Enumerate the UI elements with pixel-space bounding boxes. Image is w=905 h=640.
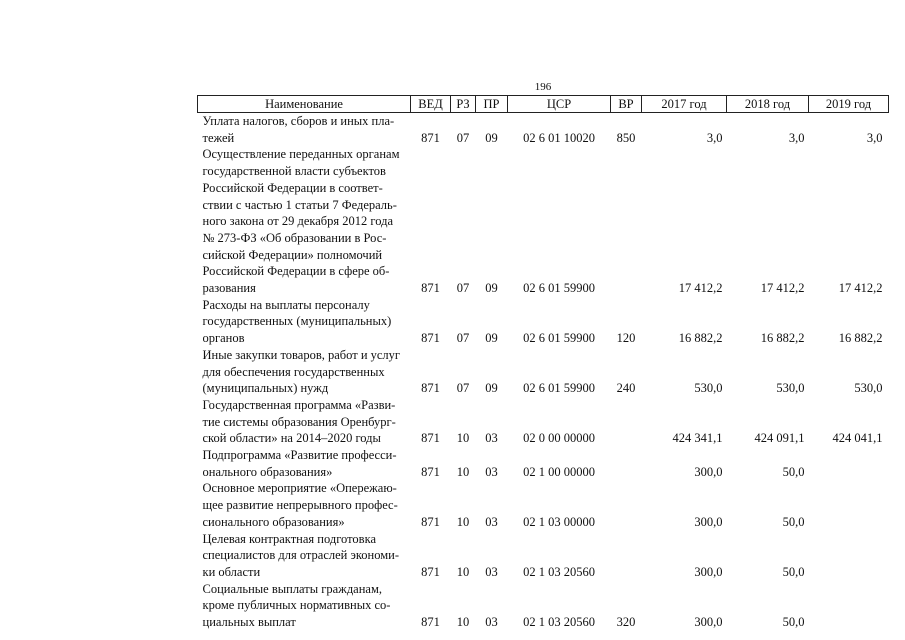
cell-csr: 02 1 03 00000: [523, 514, 595, 529]
page-number: 196: [534, 81, 552, 93]
cell-2019: 17 412,2: [838, 281, 883, 296]
name-line: государственных (муниципальных): [202, 314, 392, 329]
cell-ved: 871: [421, 464, 440, 479]
cell-pr: 09: [485, 281, 498, 296]
name-line: Подпрограмма «Развитие професси-: [202, 448, 397, 463]
cell-pr: 03: [485, 431, 498, 446]
name-line: (муниципальных) нужд: [202, 381, 329, 396]
cell-vr: [611, 397, 642, 447]
header-pr: ПР: [476, 96, 508, 113]
header-2019: 2019 год: [809, 96, 889, 113]
cell-2019: [809, 581, 889, 631]
cell-2018: 424 091,1: [754, 431, 805, 446]
cell-ved: 871: [421, 331, 440, 346]
cell-vr: [611, 531, 642, 581]
cell-rz: 07: [456, 381, 470, 396]
name-line: сионального образования»: [202, 514, 345, 529]
name-line: тие системы образования Оренбург-: [202, 414, 396, 429]
cell-2019: 16 882,2: [838, 331, 883, 346]
cell-pr: 03: [485, 615, 498, 630]
name-line: Расходы на выплаты персоналу: [202, 297, 370, 312]
cell-2017: 300,0: [694, 464, 723, 479]
table-body: [198, 113, 889, 631]
cell-csr: 02 1 03 20560: [523, 615, 595, 630]
cell-rz: 10: [456, 464, 470, 479]
cell-name: [198, 397, 411, 447]
cell-name: [198, 581, 411, 631]
name-line: Осуществление переданных органам: [202, 147, 400, 162]
name-line: ствии с частью 1 статьи 7 Федераль-: [202, 197, 397, 212]
cell-ved: 871: [421, 564, 440, 579]
cell-2019: 424 041,1: [832, 431, 883, 446]
cell-rz: 10: [456, 514, 470, 529]
cell-2019: [809, 447, 889, 480]
cell-csr: 02 1 00 00000: [523, 464, 595, 479]
table-row: [198, 297, 889, 347]
cell-name: [198, 113, 411, 147]
name-line: кроме публичных нормативных со-: [202, 598, 391, 613]
cell-ved: 871: [421, 431, 440, 446]
cell-pr: 03: [485, 514, 498, 529]
cell-csr: 02 6 01 10020: [523, 130, 595, 145]
name-line: органов: [202, 331, 245, 346]
cell-vr: 240: [616, 381, 636, 396]
cell-pr: 03: [485, 464, 498, 479]
cell-name: [198, 146, 411, 296]
header-ved: ВЕД: [411, 96, 451, 113]
cell-rz: 07: [456, 130, 470, 145]
cell-2019: [809, 480, 889, 530]
header-vr: ВР: [611, 96, 642, 113]
name-line: специалистов для отраслей экономи-: [202, 548, 400, 563]
cell-csr: 02 6 01 59900: [523, 331, 595, 346]
cell-2018: 50,0: [782, 615, 805, 630]
name-line: Российской Федерации в сфере об-: [202, 264, 390, 279]
name-line: Государственная программа «Разви-: [202, 397, 396, 412]
cell-name: [198, 347, 411, 397]
cell-2018: 3,0: [788, 130, 805, 145]
header-2018: 2018 год: [727, 96, 809, 113]
cell-rz: 10: [456, 615, 470, 630]
cell-ved: 871: [421, 381, 440, 396]
cell-2017: 16 882,2: [678, 331, 723, 346]
name-line: Целевая контрактная подготовка: [202, 531, 377, 546]
name-line: Основное мероприятие «Опережаю-: [202, 481, 397, 496]
cell-csr: 02 1 03 20560: [523, 564, 595, 579]
cell-ved: 871: [421, 130, 440, 145]
cell-rz: 07: [456, 281, 470, 296]
name-line: Социальные выплаты гражданам,: [202, 581, 383, 596]
cell-2018: 16 882,2: [760, 331, 805, 346]
name-line: ки области: [202, 564, 261, 579]
cell-vr: 850: [616, 130, 636, 145]
name-line: Уплата налогов, сборов и иных пла-: [202, 114, 395, 128]
cell-name: [198, 480, 411, 530]
cell-vr: [611, 146, 642, 296]
name-line: № 273-ФЗ «Об образовании в Рос-: [202, 230, 387, 245]
table-row: [198, 113, 889, 147]
name-line: щее развитие непрерывного профес-: [202, 498, 398, 513]
table-row: [198, 146, 889, 296]
cell-name: [198, 447, 411, 480]
cell-vr: [611, 447, 642, 480]
header-csr: ЦСР: [508, 96, 611, 113]
cell-rz: 10: [456, 431, 470, 446]
name-line: для обеспечения государственных: [202, 364, 385, 379]
cell-2018: 50,0: [782, 564, 805, 579]
header-2017: 2017 год: [642, 96, 727, 113]
cell-2017: 3,0: [706, 130, 723, 145]
name-line: ного закона от 29 декабря 2012 года: [202, 214, 394, 229]
name-line: ской области» на 2014–2020 годы: [202, 431, 381, 446]
cell-vr: 320: [616, 615, 636, 630]
cell-pr: 09: [485, 130, 498, 145]
table-row: [198, 480, 889, 530]
name-line: Российской Федерации в соответ-: [202, 180, 383, 195]
name-line: тежей: [202, 130, 235, 145]
cell-csr: 02 6 01 59900: [523, 281, 595, 296]
table-row: [198, 397, 889, 447]
cell-pr: 03: [485, 564, 498, 579]
cell-2019: 530,0: [854, 381, 883, 396]
cell-rz: 10: [456, 564, 470, 579]
cell-2018: 530,0: [776, 381, 805, 396]
header-name: Наименование: [198, 96, 411, 113]
name-line: онального образования»: [202, 464, 333, 479]
name-line: Иные закупки товаров, работ и услуг: [202, 347, 401, 362]
cell-name: [198, 297, 411, 347]
cell-csr: 02 6 01 59900: [523, 381, 595, 396]
cell-pr: 09: [485, 331, 498, 346]
name-line: циальных выплат: [202, 615, 296, 630]
cell-vr: [611, 480, 642, 530]
table-row: [198, 447, 889, 480]
cell-ved: 871: [421, 514, 440, 529]
cell-csr: 02 0 00 00000: [523, 431, 595, 446]
cell-2019: [809, 531, 889, 581]
cell-name: [198, 531, 411, 581]
cell-2017: 300,0: [694, 615, 723, 630]
cell-vr: 120: [616, 331, 636, 346]
cell-2017: 300,0: [694, 564, 723, 579]
cell-ved: 871: [421, 615, 440, 630]
cell-2018: 50,0: [782, 514, 805, 529]
cell-ved: 871: [421, 281, 440, 296]
table-row: [198, 347, 889, 397]
budget-table: [197, 95, 889, 631]
cell-2019: 3,0: [866, 130, 883, 145]
cell-2017: 530,0: [694, 381, 723, 396]
cell-pr: 09: [485, 381, 498, 396]
header-rz: РЗ: [451, 96, 476, 113]
cell-2018: 17 412,2: [760, 281, 805, 296]
cell-2017: 17 412,2: [678, 281, 723, 296]
name-line: разования: [202, 281, 256, 296]
table-header-row: [198, 96, 889, 113]
name-line: сийской Федерации» полномочий: [202, 247, 383, 262]
cell-2018: 50,0: [782, 464, 805, 479]
table-row: [198, 531, 889, 581]
table-row: [198, 581, 889, 631]
cell-2017: 300,0: [694, 514, 723, 529]
name-line: государственной власти субъектов: [202, 164, 386, 179]
cell-rz: 07: [456, 331, 470, 346]
cell-2017: 424 341,1: [672, 431, 723, 446]
